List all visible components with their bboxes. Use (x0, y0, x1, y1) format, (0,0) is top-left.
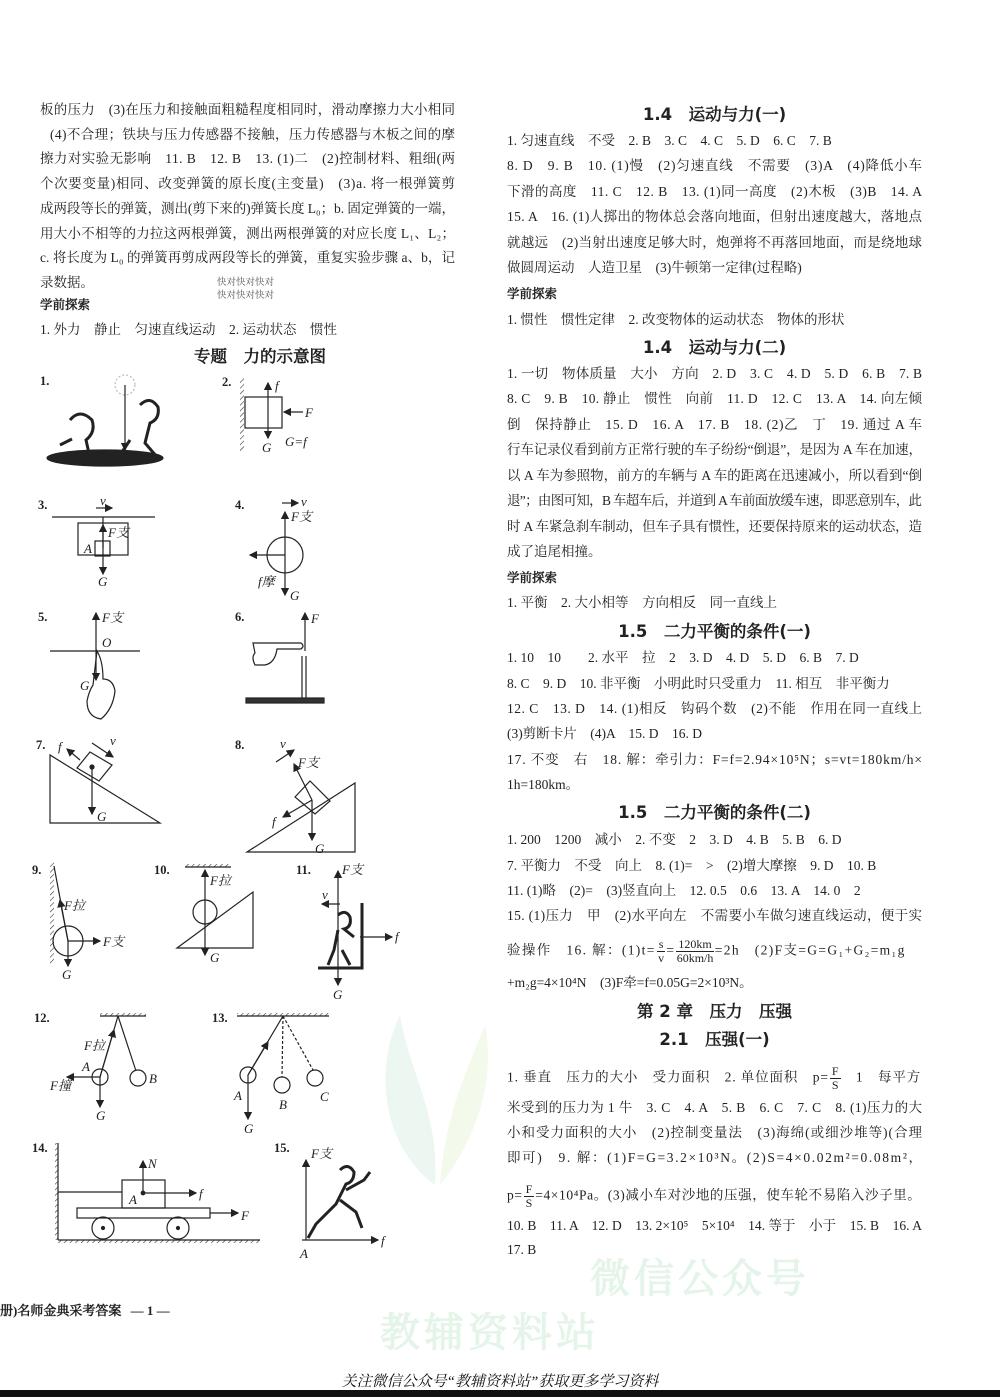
stamp-line: 快对快对快对 (217, 277, 275, 288)
force-label: F支 (291, 509, 312, 524)
force-label: v (322, 887, 328, 902)
force-label: A (234, 1088, 242, 1103)
force-label: F (241, 1208, 249, 1223)
section-title: 1.4 运动与力(二) (642, 338, 787, 357)
force-label: f (58, 739, 62, 754)
diagram-number: 5. (38, 610, 48, 624)
force-label: f (381, 1233, 385, 1248)
diagram-number: 14. (32, 1141, 48, 1155)
diagram-number: 8. (235, 738, 245, 752)
denominator: 60km/h (676, 951, 714, 965)
text-line: 板的压力 (3)在压力和接触面粗糙程度相同时，滑动摩擦力大小相同 (40, 102, 456, 117)
text-line: 成两段等长的弹簧，测出(剪下来的)弹簧长度 L₀；b. 固定弹簧的一端， (40, 201, 455, 216)
force-label: F支 (108, 525, 129, 540)
page-footer (0, 1300, 170, 1319)
diagram-10 (154, 863, 253, 965)
force-label: G (244, 1121, 254, 1136)
text-line: 8. C 9. B 10. 静止 惯性 向前 11. D 12. C 13. A 14. 向左倾 (507, 391, 923, 406)
force-label: G=f (285, 434, 307, 449)
force-label: A (300, 1246, 308, 1261)
text-segment: = (666, 942, 676, 958)
text-segment: 验操作 16. 解：(1)t= (507, 942, 656, 958)
force-label: v (110, 733, 116, 748)
force-label: F支 (103, 934, 124, 949)
denominator: v (658, 951, 665, 965)
force-label: A (82, 1059, 90, 1074)
text-line: 1. 外力 静止 匀速直线运动 2. 运动状态 惯性 (40, 322, 337, 337)
text-line: 成了追尾相撞。 (507, 544, 602, 559)
force-label: G (262, 440, 272, 455)
diagram-14 (32, 1141, 260, 1243)
diagram-5 (38, 610, 140, 719)
bottom-bar (0, 1390, 1000, 1397)
text-line: +m₂g=4×10⁴N (3)F牵=f=0.05G=2×10³N。 (507, 975, 753, 990)
force-label: v (301, 494, 307, 509)
section-title: 1.5 二力平衡的条件(一) (618, 622, 811, 641)
diagram-number: 3. (38, 498, 48, 512)
text-segment: =2h (2)F支=G=G₁+G₂=m₁g (714, 942, 906, 958)
text-line: 下滑的高度 11. C 12. B 13. (1)同一高度 (2)木板 (3)B 14. A (507, 184, 923, 199)
force-label: F撞 (50, 1078, 71, 1093)
diagram-6 (235, 610, 324, 703)
section-title: 1.4 运动与力(一) (642, 105, 787, 124)
diagram-number: 15. (274, 1141, 290, 1155)
diagram-7 (36, 733, 160, 824)
diagram-number: 13. (212, 1011, 228, 1025)
force-label: C (320, 1089, 329, 1104)
text-line: 1. 10 10 2. 水平 拉 2 3. D 4. D 5. D 6. B 7. D (507, 650, 859, 665)
text-line: 1. 200 1200 减小 2. 不变 2 3. D 4. B 5. B 6. D (507, 832, 842, 847)
force-label: G (62, 967, 72, 982)
numerator: 120km (678, 937, 712, 951)
text-line: 录数据。 (40, 275, 94, 290)
diagram-3 (38, 493, 155, 589)
force-label: f (199, 1186, 203, 1201)
preview-heading: 学前探索 (507, 570, 558, 585)
text-segment: 1. 垂直 压力的大小 受力面积 2. 单位面积 p= (507, 1069, 829, 1085)
diagram-number: 1. (40, 374, 50, 388)
diagram-15 (274, 1141, 387, 1261)
text-line: 17. 不变 右 18. 解：牵引力：F=f=2.94×10⁵N；s=vt=180km/h× (507, 752, 923, 767)
page-number: — 1 — (130, 1303, 170, 1318)
text-line: 8. C 9. D 10. 非平衡 小明此时只受重力 11. 相互 非平衡力 (507, 676, 890, 691)
force-label: G (118, 452, 128, 467)
text-line: 11. (1)略 (2)= (3)竖直向上 12. 0.5 0.6 13. A 14. 0 2 (507, 883, 861, 898)
book-title: 册)名师金典采考答案 (0, 1303, 122, 1318)
diagram-number: 7. (36, 738, 46, 752)
force-label: F拉 (84, 1038, 105, 1053)
text-line: 退”；由图可知，B 车超车后，并道到 A 车前面放缓车速，即恶意别车，此 (507, 493, 922, 508)
denominator: S (831, 1078, 839, 1092)
force-label: f (395, 929, 399, 944)
force-label: G (333, 987, 343, 1002)
text-line: 17. B (507, 1242, 537, 1257)
diagram-number: 9. (32, 863, 42, 877)
diagram-2 (222, 375, 314, 455)
diagram-8 (235, 736, 355, 856)
diagram-9 (32, 862, 126, 982)
text-segment: 1 每平方 (841, 1069, 922, 1085)
diagram-4 (235, 494, 314, 603)
section-title: 1.5 二力平衡的条件(二) (618, 803, 811, 822)
force-label: f摩 (258, 574, 275, 589)
watermark-text: 微信公众号 (590, 1256, 810, 1302)
diagram-number: 12. (34, 1011, 50, 1025)
force-label: G (210, 950, 220, 965)
force-label: v (280, 736, 286, 751)
promo-banner: 关注微信公众号“教辅资料站”获取更多学习资料 (341, 1374, 659, 1390)
force-label: B (149, 1071, 157, 1086)
text-line: 1. 一切 物体质量 大小 方向 2. D 3. C 4. D 5. D 6. B 7. B (507, 366, 923, 381)
text-line: 米受到的压力为 1 牛 3. C 4. A 5. B 6. C 7. C 8. (1)压力的大 (507, 1100, 923, 1115)
force-label: f (272, 814, 276, 829)
text-segment: p= (507, 1187, 523, 1203)
preview-heading: 学前探索 (40, 297, 91, 312)
diagram-number: 2. (222, 375, 232, 389)
text-line: (4)不合理；铁块与压力传感器不接触，压力传感器与木板之间的摩 (50, 127, 456, 142)
force-label: G (98, 574, 108, 589)
force-label: F (305, 405, 313, 420)
text-line: 15. A 16. (1)人掷出的物体总会落向地面，但射出速度越大，落地点 (507, 209, 923, 224)
topic-title: 专题 力的示意图 (194, 347, 326, 366)
text-line: 12. C 13. D 14. (1)相反 钩码个数 (2)不能 作用在同一直线上 (507, 701, 923, 716)
diagram-number: 11. (296, 863, 311, 877)
force-label: F支 (298, 755, 319, 770)
diagram-number: 4. (235, 498, 245, 512)
text-line: 8. D 9. B 10. (1)慢 (2)匀速直线 不需要 (3)A (4)降低小车 (507, 158, 923, 173)
watermark-text: 教辅资料站 (380, 1310, 600, 1356)
text-line: c. 将长度为 L₀ 的弹簧再剪成两段等长的弹簧，重复实验步骤 a、b，记 (40, 250, 456, 265)
numerator: s (658, 937, 664, 951)
force-label: A (84, 541, 92, 556)
denominator: S (525, 1196, 533, 1210)
force-label: f (275, 378, 279, 393)
force-label: G (80, 678, 90, 693)
force-label: G (97, 809, 107, 824)
text-line: 1. 平衡 2. 大小相等 方向相反 同一直线上 (507, 595, 777, 610)
diagram-13 (212, 1011, 329, 1136)
text-line: 做圆周运动 人造卫星 (3)牛顿第一定律(过程略) (507, 260, 802, 275)
text-line: 15. (1)压力 甲 (2)水平向左 不需要小车做匀速直线运动，便于实 (507, 908, 923, 923)
force-label: B (279, 1097, 287, 1112)
text-line: 小和受力面积的大小 (2)控制变量法 (3)海绵(或细沙堆等)(合理 (507, 1125, 923, 1140)
text-line: 7. 平衡力 不受 向上 8. (1)= > (2)增大摩擦 9. D 10. B (507, 858, 877, 873)
text-line: 擦力对实验无影响 11. B 12. B 13. (1)二 (2)控制材料、粗细(两 (40, 151, 456, 166)
force-label: A (129, 1192, 137, 1207)
stamp-line: 快对快对快对 (217, 290, 275, 301)
diagram-number: 10. (154, 863, 170, 877)
force-label: v (100, 493, 106, 508)
preview-heading: 学前探索 (507, 286, 558, 301)
force-label: G (315, 841, 325, 856)
numerator: F (831, 1064, 839, 1078)
force-label: F拉 (64, 898, 85, 913)
text-line: 用大小不相等的力拉这两根弹簧，测出两根弹簧的对应长度 L₁、L₂； (40, 226, 456, 241)
text-segment: =4×10⁴Pa。(3)减小车对沙地的压强，使车轮不易陷入沙子里。 (535, 1187, 922, 1203)
text-line: 1h=180km。 (507, 777, 580, 792)
force-label: F支 (311, 1146, 332, 1161)
diagram-number: 6. (235, 610, 245, 624)
text-line: 个次要变量)相同、改变弹簧的原长度(主变量) (3)a. 将一根弹簧剪 (40, 176, 456, 191)
section-title: 2.1 压强(一) (659, 1030, 770, 1049)
text-line: 以 A 车为参照物，前方的车辆与 A 车的距离在迅速减小，所以看到“倒 (507, 468, 922, 483)
text-line: 10. B 11. A 12. D 13. 2×10⁵ 5×10⁴ 14. 等于 小于 15. B 16. A (507, 1218, 923, 1233)
text-line: 行车记录仪看到前方正常行驶的车子纷纷“倒退”，是因为 A 车在加速， (507, 442, 922, 457)
text-line: 1. 惯性 惯性定律 2. 改变物体的运动状态 物体的形状 (507, 312, 845, 327)
chapter-title: 第 2 章 压力 压强 (637, 1002, 792, 1021)
force-label: N (148, 1156, 157, 1171)
text-line: (3)剪断卡片 (4)A 15. D 16. D (507, 726, 702, 741)
diagram-11 (296, 862, 401, 1002)
force-label: F (311, 611, 319, 626)
force-label: G (96, 1108, 106, 1123)
text-line: 1. 匀速直线 不受 2. B 3. C 4. C 5. D 6. C 7. B (507, 133, 832, 148)
numerator: F (525, 1182, 533, 1196)
diagram-1 (40, 374, 163, 467)
force-label: F支 (342, 862, 363, 877)
text-line: 时 A 车紧急刹车制动，但车子具有惯性，还要保持原来的运动状态，造 (507, 519, 922, 534)
force-label: F拉 (210, 873, 231, 888)
force-label: O (102, 635, 112, 650)
force-label: G (290, 588, 300, 603)
diagram-12 (34, 1011, 157, 1123)
text-line: 就越远 (2)当射出速度足够大时，炮弹将不再落回地面，而是绕地球 (507, 235, 923, 250)
force-label: F支 (102, 610, 123, 625)
text-line: 即可) 9. 解：(1)F=G=3.2×10³N。(2)S=4×0.02m²=0.08m²， (507, 1150, 924, 1165)
text-line: 倒 保持静止 15. D 16. A 17. B 18. (2)乙 丁 19. 通过 A 车 (507, 417, 923, 432)
